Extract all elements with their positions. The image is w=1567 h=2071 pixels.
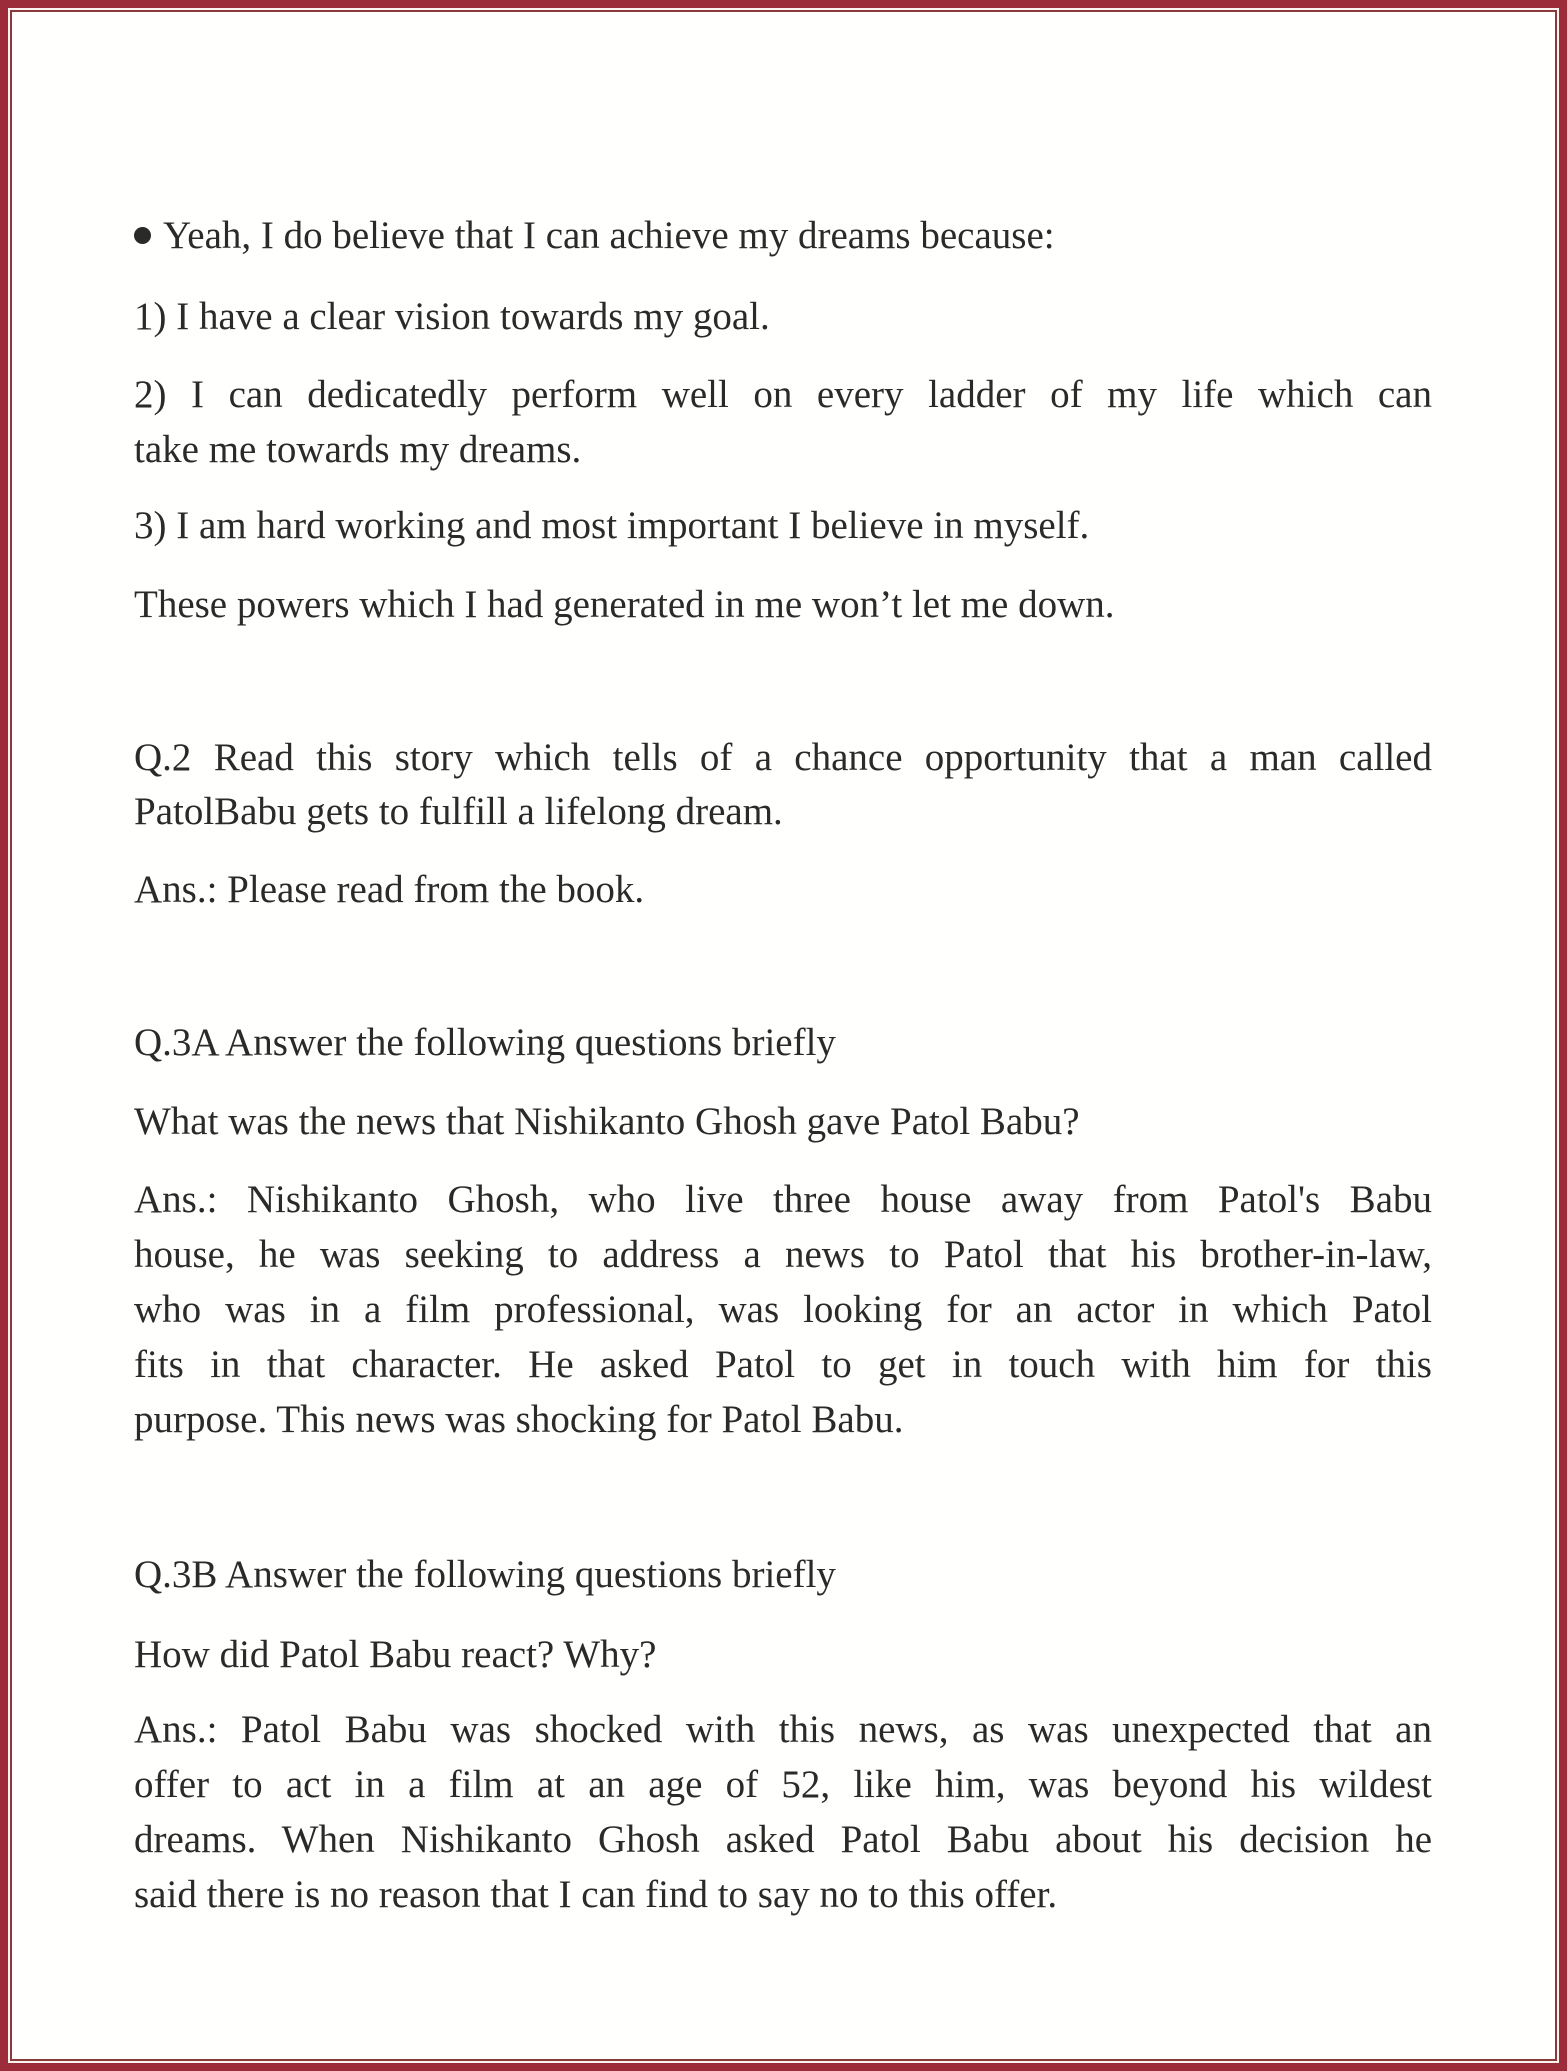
q2-question-line-1: Q.2 Read this story which tells of a chance opportunity that a man called — [134, 736, 1432, 779]
q3a-answer-line-3: who was in a film professional, was looking for an actor in which Patol — [134, 1288, 1432, 1331]
q3b-question: How did Patol Babu react? Why? — [134, 1633, 657, 1676]
point-2-line-1: 2) I can dedicatedly perform well on every ladder of my life which can — [134, 373, 1432, 416]
point-1: 1) I have a clear vision towards my goal. — [134, 295, 770, 338]
q3a-answer-line-2: house, he was seeking to address a news to Patol that his brother-in-law, — [134, 1233, 1432, 1276]
q2-question-line-2: PatolBabu gets to fulfill a lifelong dream. — [134, 790, 783, 833]
q3b-answer-line-1: Ans.: Patol Babu was shocked with this news, as was unexpected that an — [134, 1708, 1432, 1751]
document-body — [134, 0, 1432, 2071]
q3b-answer-line-3: dreams. When Nishikanto Ghosh asked Patol Babu about his decision he — [134, 1818, 1432, 1861]
bullet-icon — [134, 227, 151, 244]
intro-bullet-line — [134, 213, 1432, 259]
q3b-heading: Q.3B Answer the following questions briefly — [134, 1553, 836, 1596]
point-2-line-2: take me towards my dreams. — [134, 428, 582, 471]
q3a-answer-line-5: purpose. This news was shocking for Patol Babu. — [134, 1398, 904, 1441]
point-3: 3) I am hard working and most important I believe in myself. — [134, 504, 1090, 547]
q3b-answer-line-2: offer to act in a film at an age of 52, like him, was beyond his wildest — [134, 1763, 1432, 1806]
q3a-answer-line-1: Ans.: Nishikanto Ghosh, who live three house away from Patol's Babu — [134, 1178, 1432, 1221]
q3a-question: What was the news that Nishikanto Ghosh gave Patol Babu? — [134, 1100, 1080, 1143]
q2-answer: Ans.: Please read from the book. — [134, 868, 645, 911]
q3b-answer-line-4: said there is no reason that I can find to say no to this offer. — [134, 1873, 1058, 1916]
q3a-answer-line-4: fits in that character. He asked Patol to get in touch with him for this — [134, 1343, 1432, 1386]
intro-bullet-text: Yeah, I do believe that I can achieve my dreams because: — [163, 214, 1055, 257]
q3a-heading: Q.3A Answer the following questions briefly — [134, 1021, 836, 1064]
intro-closing: These powers which I had generated in me won’t let me down. — [134, 583, 1115, 626]
